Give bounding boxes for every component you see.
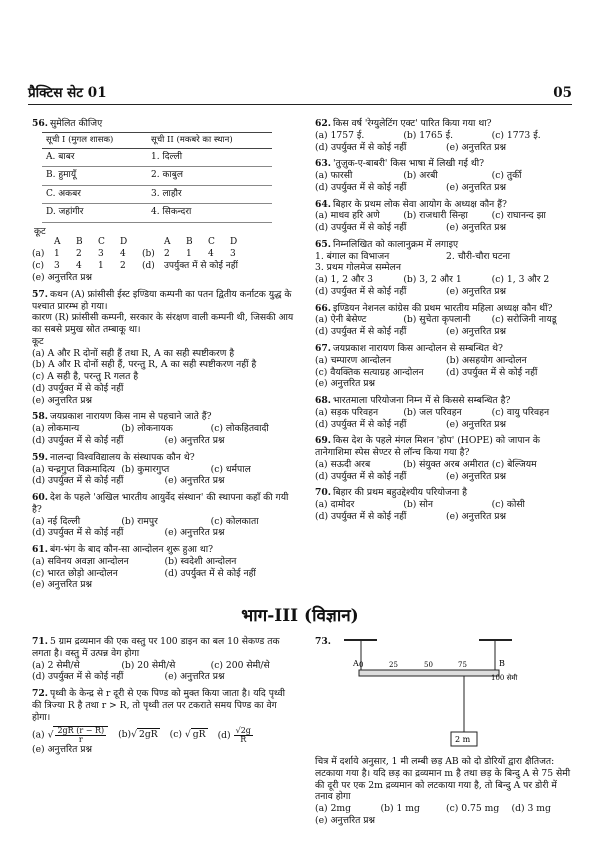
tick-100: 100 सेमी <box>490 674 518 682</box>
question-61: 61. बंग-भंग के बाद कौन-सा आन्दोलन शुरू हुआ था? (a) सविनय अवज्ञा आन्दोलन (b) स्वदेशी आन्दोलन (c) भारत छोड़ो आन्दोलन (d) उपर्युक्त में से कोई नहीं (e) अनुत्तरित प्रश्न <box>32 544 256 591</box>
question-69: 69. किस देश के पहले मंगल मिशन 'होप' (HOPE) को जापान के तानेगाशिमा स्पेस सेण्टर से लॉन्च किया गया है? (a) सऊदी अरब (b) संयुक्त अरब अमीरात (c) बेल्जियम (d) उपर्युक्त में से कोई नहीं (e) अनुत्तरित प्रश्न <box>315 435 540 482</box>
science-right-column <box>315 636 577 832</box>
tick-25: 25 <box>388 661 398 669</box>
question-63: 63. 'तुज़ुक-ए-बाबरी' किस भाषा में लिखी गई थी? (a) फारसी (b) अरबी (c) तुर्की (d) उपर्युक्त में से कोई नहीं (e) अनुत्तरित प्रश्न <box>315 158 522 193</box>
science-left-column <box>32 636 297 761</box>
question-68: 68. भारतमाला परियोजना निम्न में से किससे सम्बन्धित है? (a) सड़क परिवहन (b) जल परिवहन (c) वायु परिवहन (d) उपर्युक्त में से कोई नहीं (e) अनुत्तरित प्रश्न <box>315 395 550 430</box>
kut-label: कूट <box>34 225 46 237</box>
table-row: A. बाबर 1. दिल्ली <box>42 148 272 167</box>
label-a: A <box>352 659 359 668</box>
tick-50: 50 <box>423 661 433 669</box>
rod-diagram <box>339 636 544 756</box>
question-71: 71. 5 ग्राम द्रव्यमान की एक वस्तु पर 100 डाइन का बल 10 सेकण्ड तक लगता है। वस्तु में उत्पन्न वेग होगा (a) 2 सेमी/से (b) 20 सेमी/से (c) 200 सेमी/से (d) उपर्युक्त में से कोई नहीं (e) अनुत्तरित प्रश्न <box>32 636 280 683</box>
question-58: 58. जयप्रकाश नारायण किस नाम से पहचाने जाते हैं? (a) लोकमान्य (b) लोकनायक (c) लोकहितवादी (d) उपर्युक्त में से कोई नहीं (e) अनुत्तरित प्रश्न <box>32 411 269 446</box>
kut-grid: A B C D A B C D (a) 1 2 3 4 (b) 2 1 4 3 (c) 3 4 1 2 (d) उपर्युक्त में से कोई नहीं <box>32 237 238 271</box>
question-57: 57. कथन (A) फ्रांसीसी ईस्ट इण्डिया कम्पनी का पतन द्वितीय कर्नाटक युद्ध के पश्चात प्रारम्भ हो गया। कारण (R) फ्रांसीसी कम्पनी, सरकार के संरक्षण वाली कम्पनी थी, जिसकी आय का सबसे प्रमुख स्रोत तम्बाकू था। कूट (a) A और R दोनों सही हैं तथा R, A का सही स्पष्टीकरण है (b) A और R दोनों सही हैं, परन्तु R, A का सही स्पष्टीकरण नहीं है (c) A सही है, परन्तु R गलत है (d) उपर्युक्त में से कोई नहीं (e) अनुत्तरित प्रश्न <box>32 288 294 406</box>
left-column <box>32 118 297 596</box>
question-56: 56. सुमेलित कीजिए सूची I (मुगल शासक) सूची II (मकबरे का स्थान) A. बाबर 1. दिल्ली B. हुमायूँ 2. काबुल C. अकबर 3. लाहौर D. जहांगीर 4. सिकन्दरा कूट A B C D A B C D (a) 1 2 3 4 (b) 2 1 4 3 (c) 3 4 1 2 (d) उपर्युक्त में से कोई नहीं (e) अनुत्तरित प्रश्न <box>32 118 297 284</box>
question-73: 73. A B 0 25 50 75 100 सेमी 2 m चित्र में दर्शाये अनुसार, 1 मी लम्बी छड़ AB को दो डोरियों द्वारा क्षैतिजत: लटकाया गया है। यदि छड़ का द्रव्यमान m है तथा छड़ के बिन्दु A से 75 सेमी की दूरी पर एक 2m द्रव्यमान को लटकाया गया है, तो बिन्दु A पर डोरी में तनाव होगा (a) 2mg (b) 1 mg (c) 0.75 mg (d) 3 mg (e) अनुत्तरित प्रश्न <box>315 636 571 826</box>
question-66: 66. इण्डियन नेशनल कांग्रेस की प्रथम भारतीय महिला अध्यक्ष कौन थीं? (a) ऐनी बेसेण्ट (b) सुचेता कृपलानी (c) सरोजिनी नायडू (d) उपर्युक्त में से कोई नहीं (e) अनुत्तरित प्रश्न <box>315 302 557 338</box>
table-row: C. अकबर 3. लाहौर <box>42 185 272 204</box>
question-59: 59. नालन्दा विश्वविद्यालय के संस्थापक कौन थे? (a) चन्द्रगुप्त विक्रमादित्य (b) कुमारगुप्त (c) धर्मपाल (d) उपर्युक्त में से कोई नहीं (e) अनुत्तरित प्रश्न <box>32 451 251 487</box>
section-heading: भाग-III (विज्ञान) <box>241 606 359 626</box>
label-b: B <box>498 659 505 668</box>
question-62: 62. किस वर्ष 'रेग्युलेटिंग एक्ट' पारित किया गया था? (a) 1757 ई. (b) 1765 ई. (c) 1773 ई. (d) उपर्युक्त में से कोई नहीं (e) अनुत्तरित प्रश्न <box>315 118 541 153</box>
tick-0: 0 <box>358 661 364 669</box>
tick-75: 75 <box>457 661 467 669</box>
question-67: 67. जयप्रकाश नारायण किस आन्दोलन से सम्बन्धित थे? (a) चम्पारण आन्दोलन (b) असहयोग आन्दोलन (c) वैयक्तिक सत्याग्रह आन्दोलन (d) उपर्युक्त में से कोई नहीं (e) अनुत्तरित प्रश्न <box>315 343 538 390</box>
page-header <box>28 84 572 105</box>
right-column <box>315 118 577 528</box>
question-70: 70. बिहार की प्रथम बहुउद्देश्यीय परियोजना है (a) दामोदर (b) सोन (c) कोसी (d) उपर्युक्त में से कोई नहीं (e) अनुत्तरित प्रश्न <box>315 487 525 522</box>
match-table: सूची I (मुगल शासक) सूची II (मकबरे का स्थान) A. बाबर 1. दिल्ली B. हुमायूँ 2. काबुल C. अकबर 3. लाहौर D. जहांगीर 4. सिकन्दरा <box>42 132 272 223</box>
table-row: B. हुमायूँ 2. काबुल <box>42 167 272 186</box>
page-number: 05 <box>553 84 572 101</box>
question-65: 65. निम्नलिखित को कालानुक्रम में लगाइए 1. बंगाल का विभाजन 2. चौरी-चौरा घटना 3. प्रथम गोलमेज सम्मेलन (a) 1, 2 और 3 (b) 3, 2 और 1 (c) 1, 3 और 2 (d) उपर्युक्त में से कोई नहीं (e) अनुत्तरित प्रश्न <box>315 238 550 297</box>
mass-label: 2 m <box>454 735 471 744</box>
question-64: 64. बिहार के प्रथम लोक सेवा आयोग के अध्यक्ष कौन हैं? (a) माधव हरि अणे (b) राजधारी सिन्हा (c) राघानन्द झा (d) उपर्युक्त में से कोई नहीं (e) अनुत्तरित प्रश्न <box>315 198 546 234</box>
table-row: D. जहांगीर 4. सिकन्दरा <box>42 204 272 223</box>
question-60: 60. देश के पहले 'अखिल भारतीय आयुर्वेद संस्थान' की स्थापना कहाँ की गयी है? (a) नई दिल्ली (b) रामपुर (c) कोलकाता (d) उपर्युक्त में से कोई नहीं (e) अनुत्तरित प्रश्न <box>32 492 289 539</box>
page-title: प्रैक्टिस सेट 01 <box>28 84 107 101</box>
question-72: 72. पृथ्वी के केन्द्र से r दूरी से एक पिण्ड को मुक्त किया जाता है। यदि पृथ्वी की त्रिज्या R है तथा r > R, तो पृथ्वी तल पर टकराते समय पिण्ड का वेग होगा। (a) √ $\frac{2gR (r - R)}{r}$ (b)√ 2gR (c) √ gR (d) $\frac{√2g}{R}$ (e) अनुत्तरित प्रश्न <box>32 688 285 756</box>
